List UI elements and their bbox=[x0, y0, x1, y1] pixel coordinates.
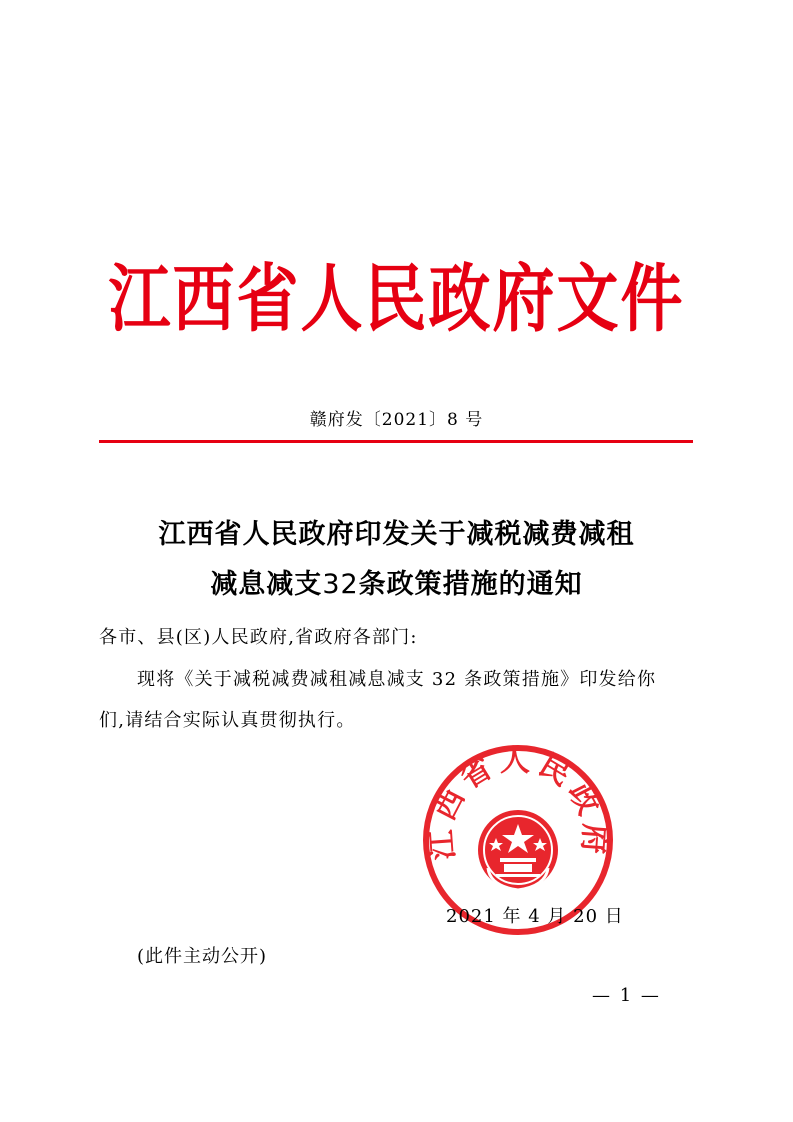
red-divider-line bbox=[99, 440, 693, 443]
title-line2-prefix: 减息减支 bbox=[210, 569, 323, 600]
body-paragraph-line2: 们,请结合实际认真贯彻执行。 bbox=[99, 710, 356, 731]
seal-text: 江西省人民政府 bbox=[423, 743, 613, 861]
masthead-title: 江西省人民政府文件 bbox=[108, 255, 685, 342]
document-title-line1: 江西省人民政府印发关于减税减费减租 bbox=[158, 519, 635, 550]
page-number: — 1 — bbox=[592, 985, 661, 1006]
addressee: 各市、县(区)人民政府,省政府各部门: bbox=[99, 627, 418, 648]
disclosure-note: (此件主动公开) bbox=[137, 946, 268, 967]
title-line2-number: 32 bbox=[322, 569, 359, 600]
title-line2-suffix: 条政策措施的通知 bbox=[358, 569, 583, 600]
document-title-line2 bbox=[0, 562, 793, 601]
body-paragraph-line1: 现将《关于减税减费减租减息减支 32 条政策措施》印发给你 bbox=[137, 669, 657, 690]
document-number: 赣府发〔2021〕8 号 bbox=[309, 410, 484, 430]
signature-date: 2021 年 4 月 20 日 bbox=[446, 906, 624, 927]
national-emblem-icon bbox=[478, 810, 558, 890]
